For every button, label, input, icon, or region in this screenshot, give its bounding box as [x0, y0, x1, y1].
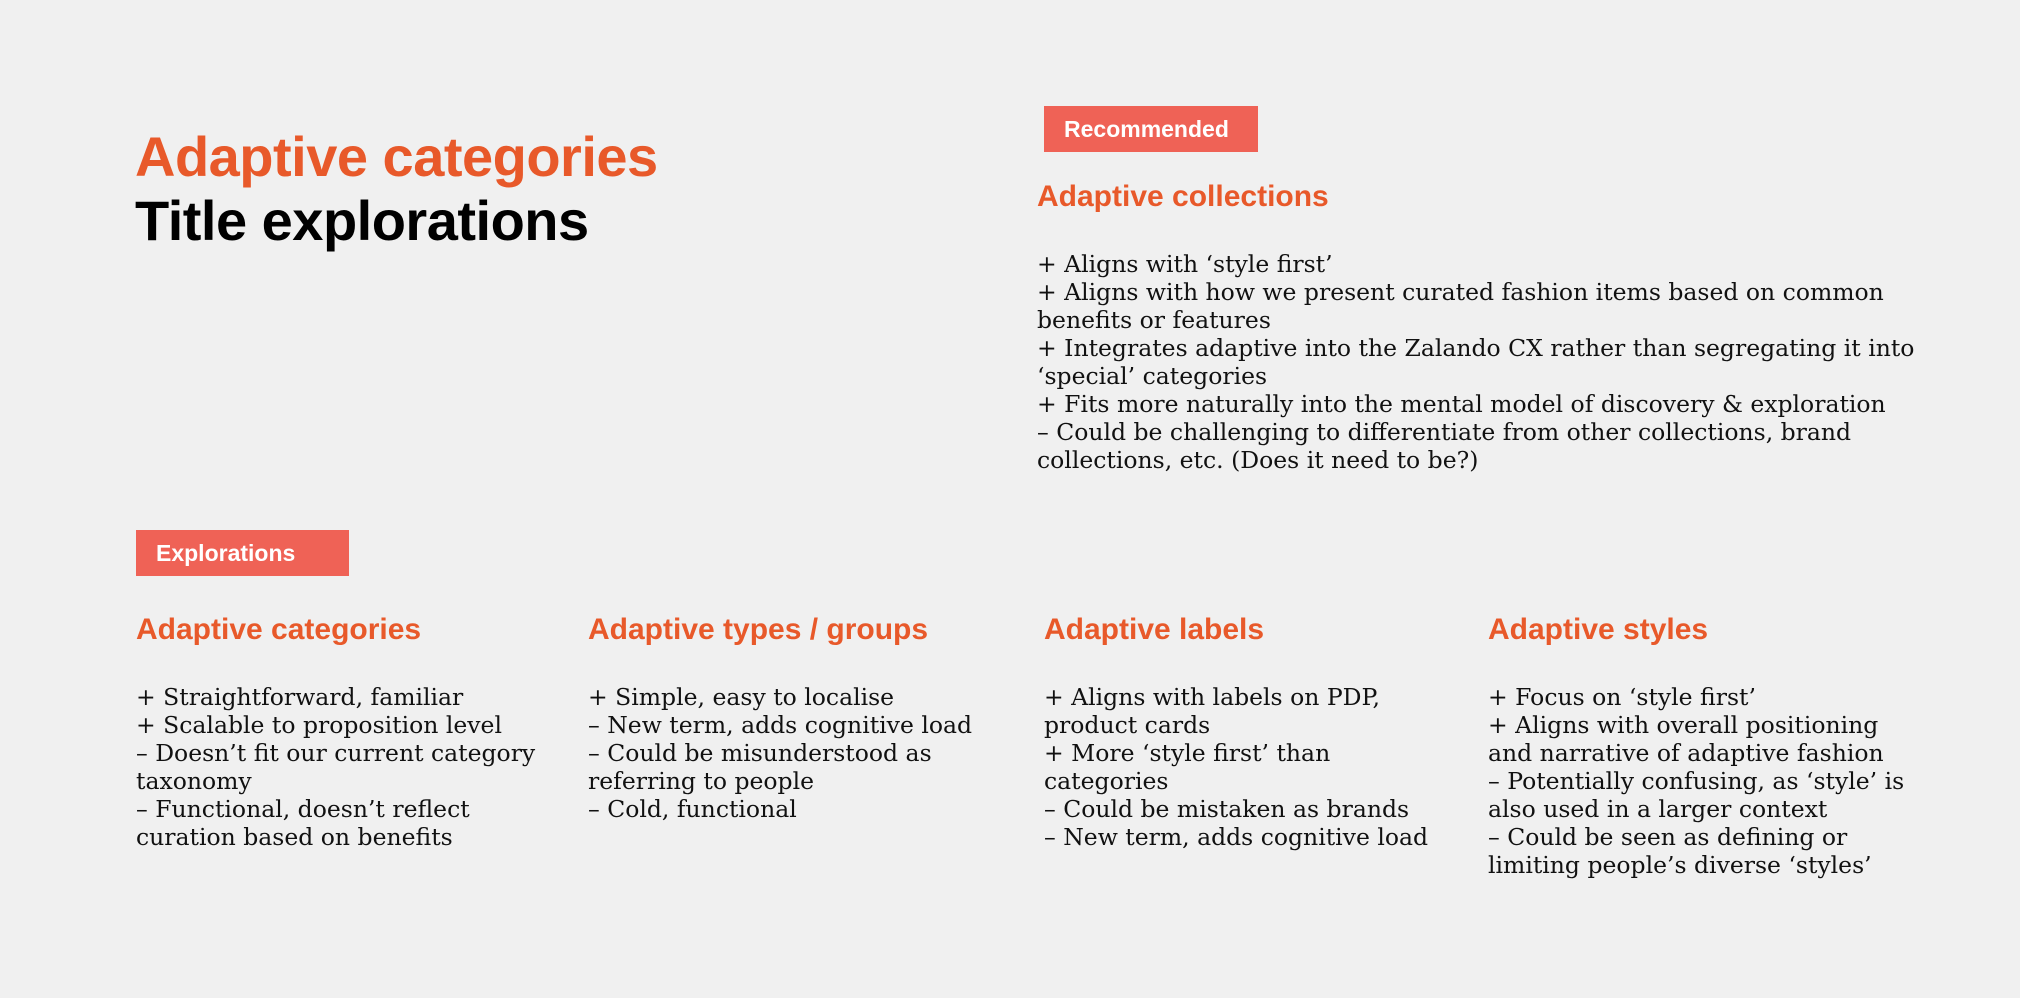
list-item: + Focus on ‘style first’: [1488, 683, 1756, 711]
option-title-adaptive-styles: Adaptive styles: [1488, 613, 1709, 646]
option-title-adaptive-types-groups: Adaptive types / groups: [588, 613, 929, 646]
list-item: + Straightforward, familiar: [136, 683, 464, 711]
option-points-adaptive-categories: [136, 683, 536, 851]
page-title-secondary: Title explorations: [135, 189, 589, 252]
option-title-adaptive-labels: Adaptive labels: [1044, 613, 1265, 646]
explorations-badge: Explorations: [136, 530, 349, 576]
list-item: – Could be challenging to differentiate from other collections, brand collections, etc. (Does it need to be?): [1037, 418, 1852, 474]
page-title: [135, 125, 658, 253]
option-title-adaptive-categories: Adaptive categories: [136, 613, 422, 646]
list-item: + Integrates adaptive into the Zalando CX rather than segregating it into ‘special’ categories: [1037, 334, 1915, 390]
list-item: + Aligns with overall positioning and narrative of adaptive fashion: [1488, 711, 1884, 767]
list-item: – New term, adds cognitive load: [588, 711, 973, 739]
list-item: + Simple, easy to localise: [588, 683, 895, 711]
list-item: – Could be seen as defining or limiting people’s diverse ‘styles’: [1488, 823, 1872, 879]
list-item: – Potentially confusing, as ‘style’ is also used in a larger context: [1488, 767, 1905, 823]
list-item: + Scalable to proposition level: [136, 711, 502, 739]
page-title-primary: Adaptive categories: [135, 125, 658, 188]
list-item: – Could be misunderstood as referring to people: [588, 739, 932, 795]
list-item: + Aligns with labels on PDP, product cards: [1044, 683, 1380, 739]
list-item: – New term, adds cognitive load: [1044, 823, 1429, 851]
option-points-adaptive-styles: [1488, 683, 1908, 879]
option-points-adaptive-types-groups: [588, 683, 988, 823]
recommended-points-list: [1037, 250, 1917, 474]
recommended-badge: Recommended: [1044, 106, 1258, 152]
list-item: – Could be mistaken as brands: [1044, 795, 1410, 823]
list-item: + Aligns with ‘style first’: [1037, 250, 1333, 278]
list-item: – Doesn’t fit our current category taxonomy: [136, 739, 536, 795]
list-item: – Functional, doesn’t reflect curation based on benefits: [136, 795, 470, 851]
list-item: + Aligns with how we present curated fashion items based on common benefits or features: [1037, 278, 1884, 334]
list-item: + Fits more naturally into the mental model of discovery & exploration: [1037, 390, 1886, 418]
option-points-adaptive-labels: [1044, 683, 1444, 851]
recommended-option-title: Adaptive collections: [1037, 180, 1329, 213]
list-item: – Cold, functional: [588, 795, 797, 823]
list-item: + More ‘style first’ than categories: [1044, 739, 1331, 795]
